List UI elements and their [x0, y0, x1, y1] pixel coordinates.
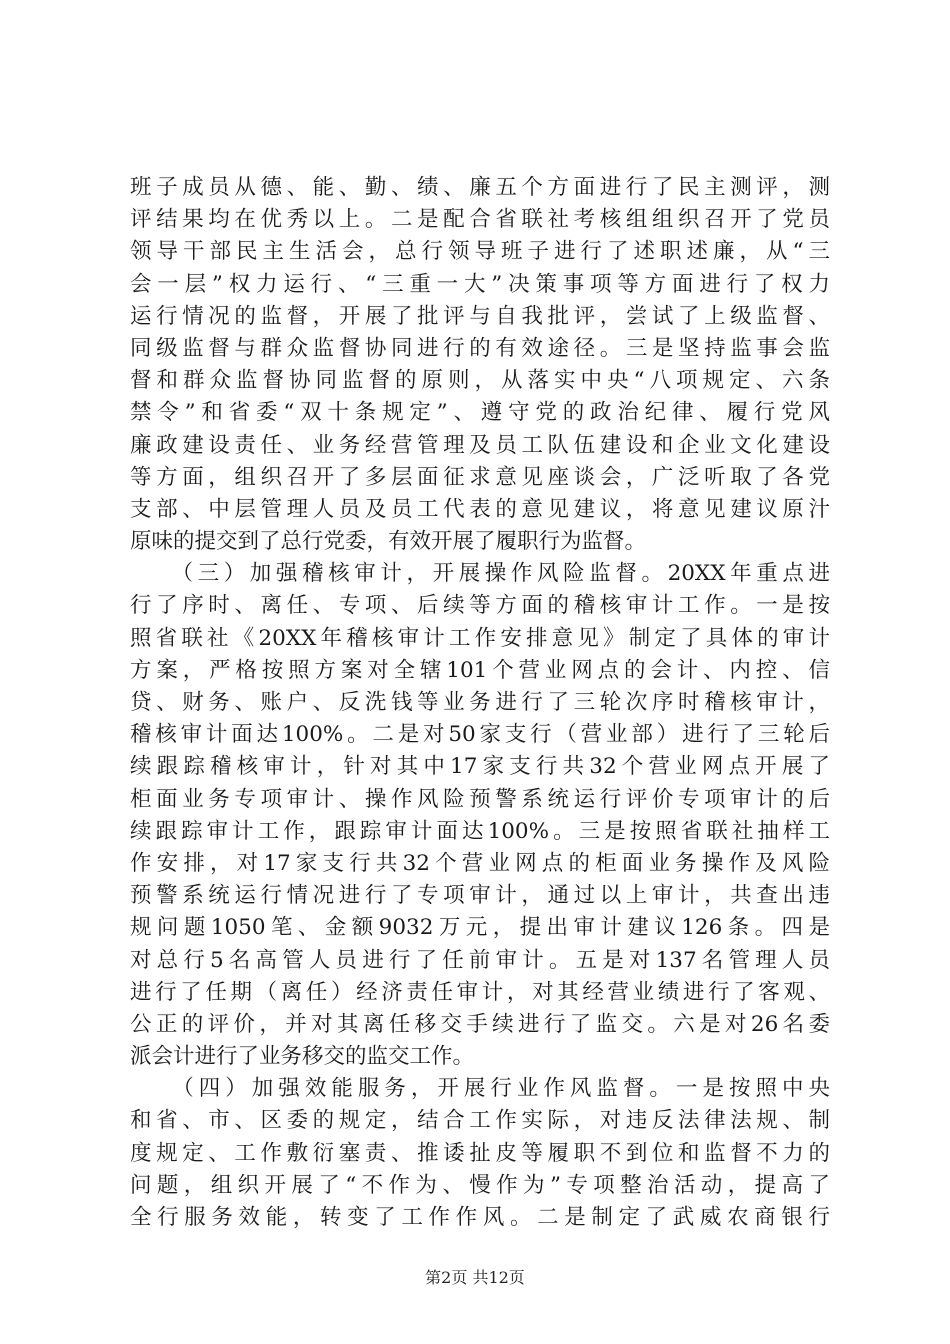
- text-line: 预警系统运行情况进行了专项审计，通过以上审计，共查出违: [130, 883, 830, 909]
- text-line: 班子成员从德、能、勤、绩、廉五个方面进行了民主测评，测: [130, 175, 830, 200]
- text-line: 和省、市、区委的规定，结合工作实际，对违反法律法规、制: [130, 1108, 830, 1134]
- text-line: 全行服务效能，转变了工作作风。二是制定了武威农商银行: [130, 1205, 830, 1230]
- page-footer: 第2页 共12页: [425, 1268, 525, 1287]
- text-line: 照省联社《20XX年稽核审计工作安排意见》制定了具体的审计: [130, 625, 830, 651]
- text-line: 规问题1050笔、金额9032万元，提出审计建议126条。四是: [130, 915, 830, 941]
- text-line: 评结果均在优秀以上。二是配合省联社考核组组织召开了党员: [130, 207, 830, 233]
- text-line: 督和群众监督协同监督的原则，从落实中央“八项规定、六条: [130, 368, 830, 394]
- document-body: [130, 172, 830, 1234]
- text-line: 等方面，组织召开了多层面征求意见座谈会，广泛听取了各党: [130, 464, 830, 490]
- text-line: 进行了任期（离任）经济责任审计，对其经营业绩进行了客观、: [130, 979, 830, 1005]
- text-line: 运行情况的监督，开展了批评与自我批评，尝试了上级监督、: [130, 303, 830, 329]
- text-line: 度规定、工作敷衍塞责、推诿扯皮等履职不到位和监督不力的: [130, 1140, 830, 1166]
- text-line: 贷、财务、账户、反洗钱等业务进行了三轮次序时稽核审计，: [130, 690, 830, 715]
- text-line: 公正的评价，并对其离任移交手续进行了监交。六是对26名委: [130, 1011, 830, 1037]
- text-line: 领导干部民主生活会，总行领导班子进行了述职述廉，从“三: [130, 239, 830, 265]
- text-line: 原味的提交到了总行党委，有效开展了履职行为监督。: [130, 529, 647, 555]
- text-line: （四）加强效能服务，开展行业作风监督。一是按照中央: [130, 1076, 830, 1102]
- text-line: 方案，严格按照方案对全辖101个营业网点的会计、内控、信: [130, 657, 830, 683]
- text-line: （三）加强稽核审计，开展操作风险监督。20XX年重点进: [130, 561, 830, 587]
- text-line: 禁令”和省委“双十条规定”、遵守党的政治纪律、履行党风: [130, 400, 830, 426]
- text-line: 问题，组织开展了“不作为、慢作为”专项整治活动，提高了: [130, 1172, 830, 1198]
- text-line: 作安排，对17家支行共32个营业网点的柜面业务操作及风险: [130, 850, 830, 876]
- text-line: 行了序时、离任、专项、后续等方面的稽核审计工作。一是按: [130, 593, 830, 619]
- text-line: 续跟踪稽核审计，针对其中17家支行共32个营业网点开展了: [130, 754, 830, 780]
- text-line: 稽核审计面达100%。二是对50家支行（营业部）进行了三轮后: [130, 722, 830, 748]
- text-line: 支部、中层管理人员及员工代表的意见建议，将意见建议原汁: [130, 496, 830, 522]
- text-line: 对总行5名高管人员进行了任前审计。五是对137名管理人员: [130, 947, 830, 973]
- text-line: 廉政建设责任、业务经营管理及员工队伍建设和企业文化建设: [130, 432, 830, 458]
- text-line: 同级监督与群众监督协同进行的有效途径。三是坚持监事会监: [130, 335, 830, 361]
- text-line: 派会计进行了业务移交的监交工作。: [130, 1044, 475, 1070]
- text-line: 柜面业务专项审计、操作风险预警系统运行评价专项审计的后: [130, 786, 830, 812]
- text-line: 会一层”权力运行、“三重一大”决策事项等方面进行了权力: [130, 271, 830, 297]
- text-line: 续跟踪审计工作，跟踪审计面达100%。三是按照省联社抽样工: [130, 818, 830, 844]
